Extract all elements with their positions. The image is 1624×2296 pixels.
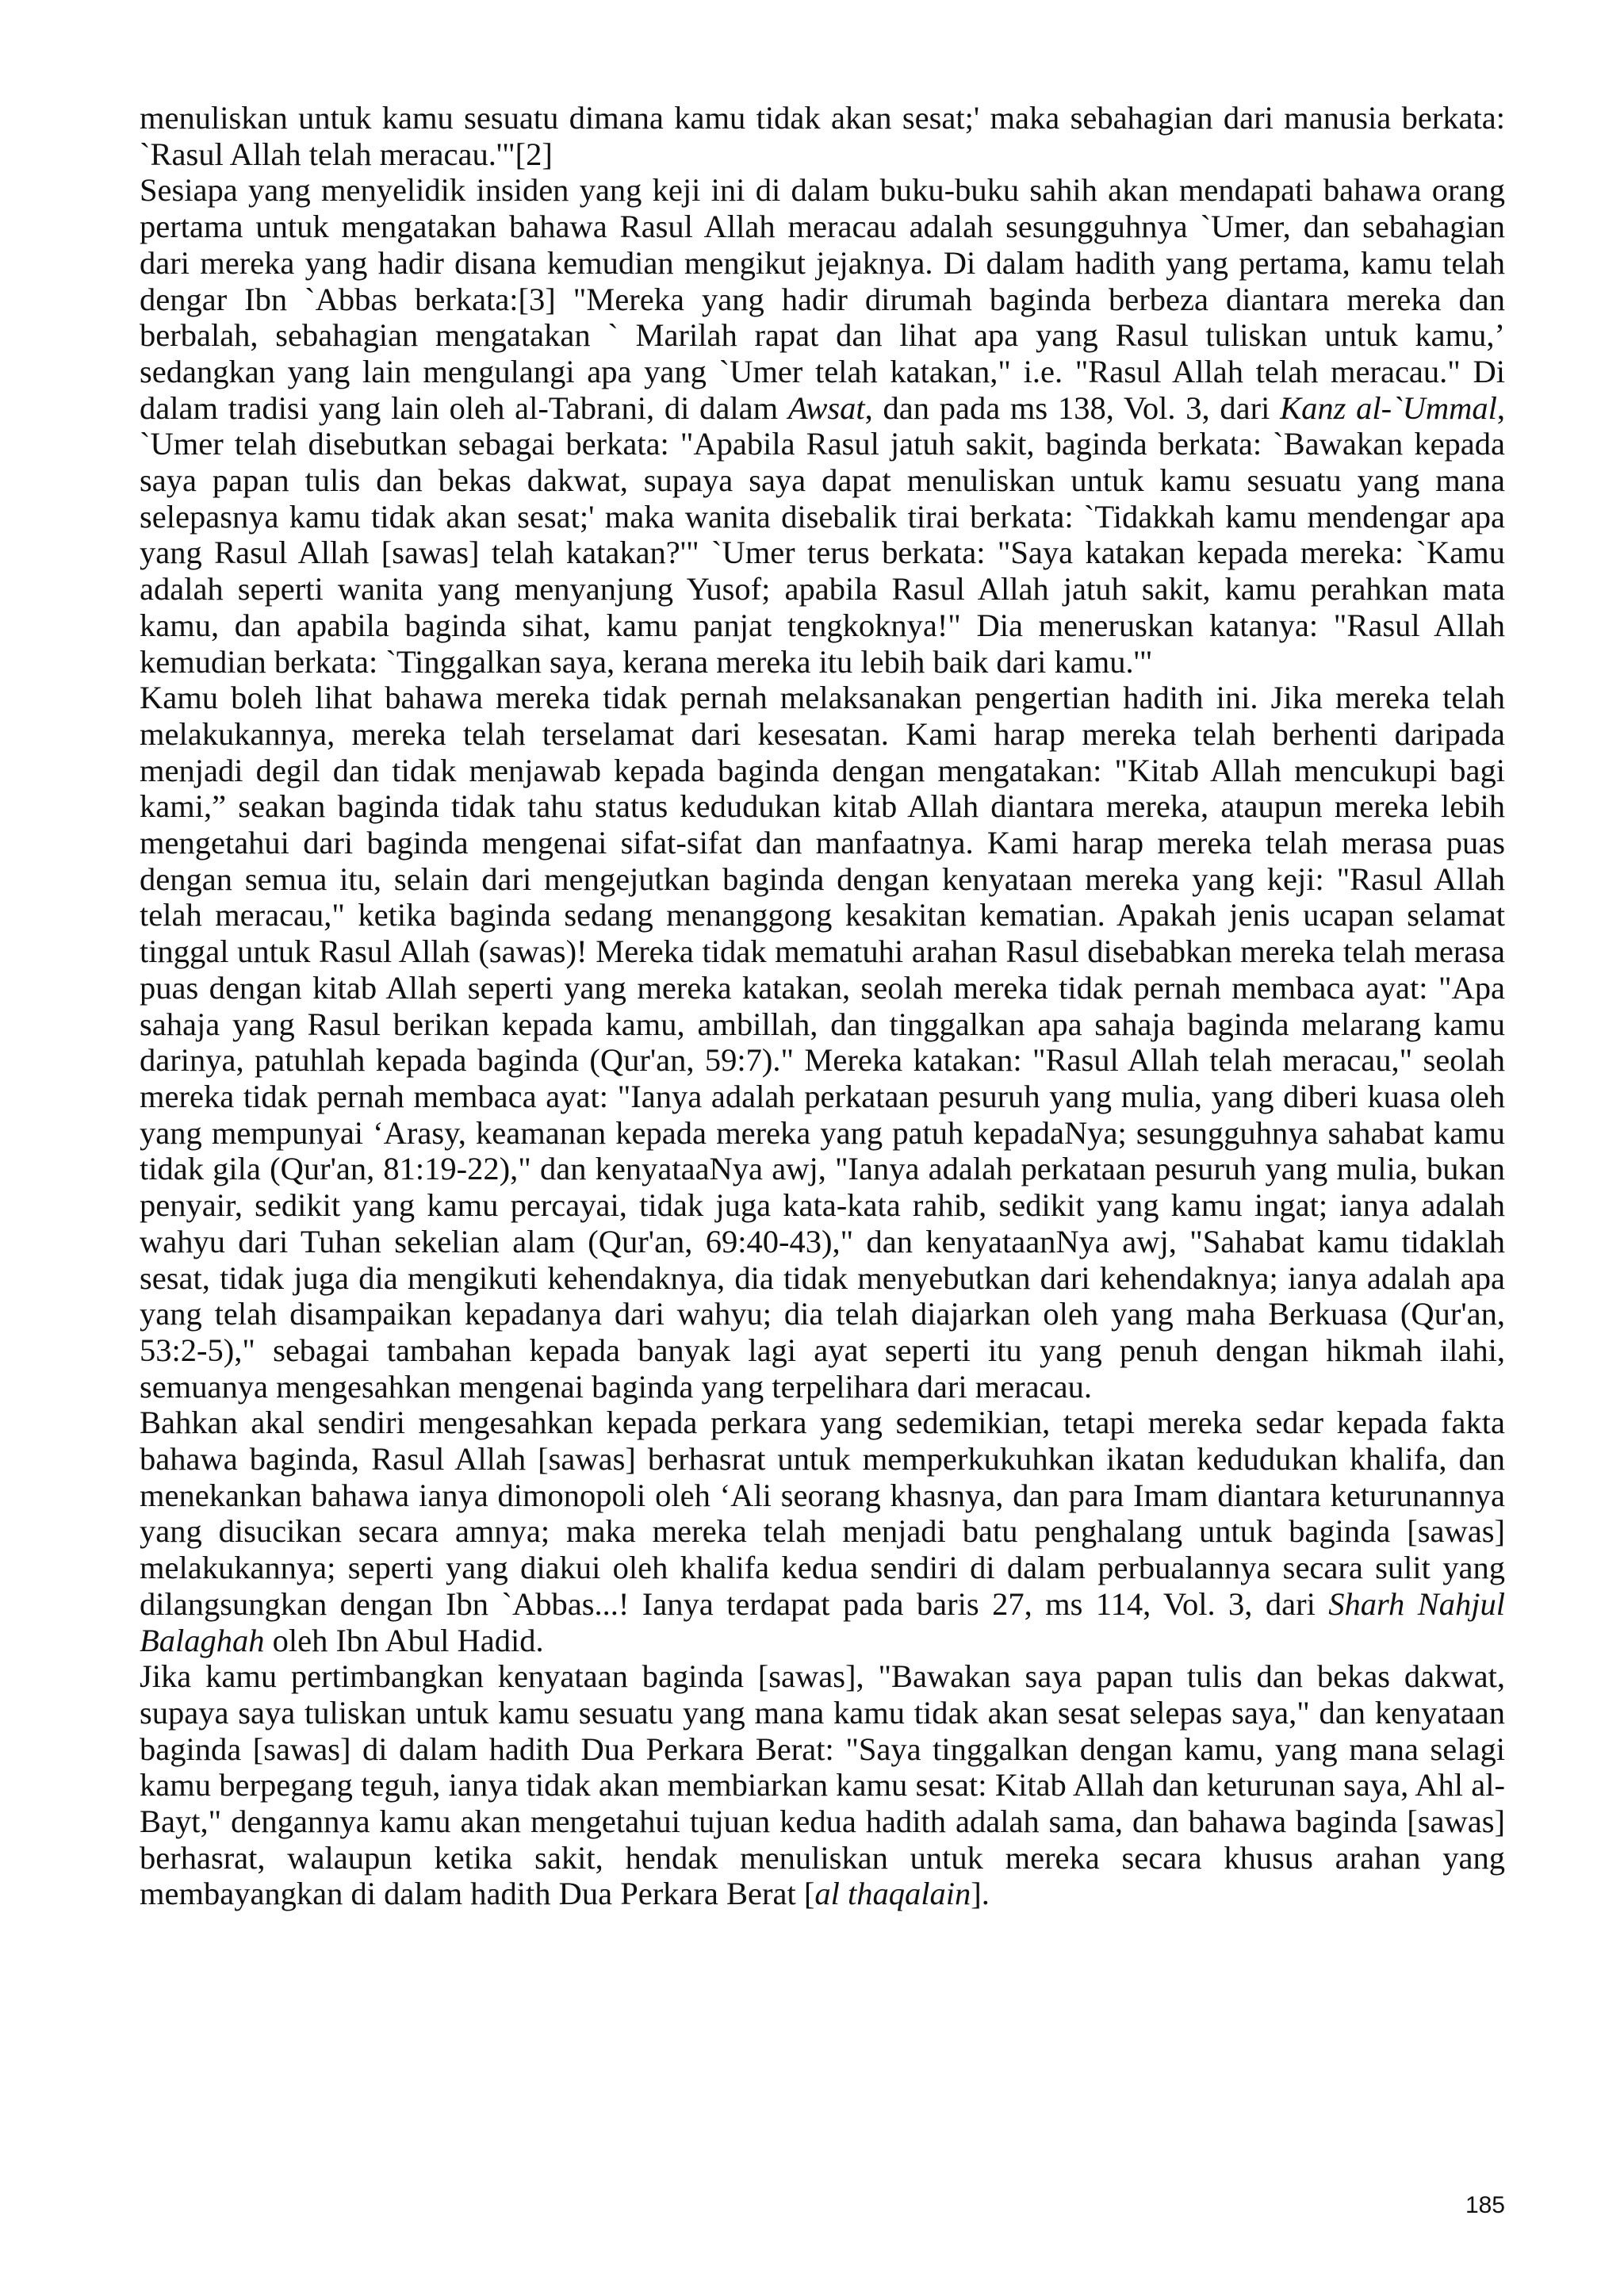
text-run: menuliskan untuk kamu sesuatu dimana kamu tidak akan sesat;' maka sebahagian dari manusia berkata: `Rasul Allah telah meracau.'"[2] — [140, 100, 1505, 172]
paragraph-3 — [140, 680, 1505, 1405]
text-run: ]. — [971, 1876, 990, 1912]
italic-title-awsat: Awsat — [787, 389, 865, 426]
text-run: Jika kamu pertimbangkan kenyataan baginda [sawas], "Bawakan saya papan tulis dan bekas dakwat, supaya saya tuliskan untuk kamu sesuatu yang mana kamu tidak akan sesat selepas saya," dan kenyataan baginda [sawas] di dalam hadith Dua Perkara Berat: "Saya tinggalkan dengan kamu, yang mana selagi kamu berpegang teguh, ianya tidak akan membiarkan kamu sesat: Kitab Allah dan keturunan saya, Ahl al-Bayt," dengannya kamu akan mengetahui tujuan kedua hadith adalah sama, dan bahawa baginda [sawas] berhasrat, walaupun ketika sakit, hendak menuliskan untuk mereka secara khusus arahan yang membayangkan di dalam hadith Dua Perkara Berat [ — [140, 1658, 1505, 1912]
page-number: 185 — [1465, 2192, 1505, 2218]
italic-title-sharh-nahjul-balaghah: Sharh Nahjul Balaghah — [140, 1585, 1506, 1658]
italic-term-al-thaqalain: al thaqalain — [814, 1876, 971, 1912]
page-body — [140, 100, 1505, 1912]
text-run: oleh Ibn Abul Hadid. — [264, 1622, 544, 1658]
paragraph-2 — [140, 172, 1505, 680]
text-run: Bahkan akal sendiri mengesahkan kepada perkara yang sedemikian, tetapi mereka sedar kepada fakta bahawa baginda, Rasul Allah [sawas] berhasrat untuk memperkukuhkan ikatan kedudukan khalifa, dan menekankan bahawa ianya dimonopoli oleh ‘Ali seorang khasnya, dan para Imam diantara keturunannya yang disucikan secara amnya; maka mereka telah menjadi batu penghalang untuk baginda [sawas] melakukannya; seperti yang diakui oleh khalifa kedua sendiri di dalam perbualannya secara sulit yang dilangsungkan dengan Ibn `Abbas...! Ianya terdapat pada baris 27, ms 114, Vol. 3, dari — [140, 1405, 1505, 1622]
italic-title-kanz-al-ummal: Kanz al-`Ummal — [1280, 389, 1497, 426]
text-run: Sesiapa yang menyelidik insiden yang keji ini di dalam buku-buku sahih akan mendapati bahawa orang pertama untuk mengatakan bahawa Rasul Allah meracau adalah sesungguhnya `Umer, dan sebahagian dari mereka yang hadir disana kemudian mengikut jejaknya. Di dalam hadith yang pertama, kamu telah dengar Ibn `Abbas berkata:[3] "Mereka yang hadir dirumah baginda berbeza diantara mereka dan berbalah, sebahagian mengatakan ` Marilah rapat dan lihat apa yang Rasul tuliskan untuk kamu,’ sedangkan yang lain mengulangi apa yang `Umer telah katakan," i.e. "Rasul Allah telah meracau." Di dalam tradisi yang lain oleh al-Tabrani, di dalam — [140, 172, 1505, 426]
paragraph-5 — [140, 1658, 1505, 1912]
text-run: , dan pada ms 138, Vol. 3, dari — [864, 389, 1281, 426]
text-run: , `Umer telah disebutkan sebagai berkata: "Apabila Rasul jatuh sakit, baginda berkata: `Bawakan kepada saya papan tulis dan bekas dakwat, supaya saya dapat menuliskan untuk kamu sesuatu yang mana selepasnya kamu tidak akan sesat;' maka wanita disebalik tirai berkata: `Tidakkah kamu mendengar apa yang Rasul Allah [sawas] telah katakan?'" `Umer terus berkata: "Saya katakan kepada mereka: `Kamu adalah seperti wanita yang menyanjung Yusof; apabila Rasul Allah jatuh sakit, kamu perahkan mata kamu, dan apabila baginda sihat, kamu panjat tengkoknya!" Dia meneruskan katanya: "Rasul Allah kemudian berkata: `Tinggalkan saya, kerana mereka itu lebih baik dari kamu.'" — [140, 389, 1506, 680]
text-run: Kamu boleh lihat bahawa mereka tidak pernah melaksanakan pengertian hadith ini. Jika mereka telah melakukannya, mereka telah terselamat dari kesesatan. Kami harap mereka telah berhenti daripada menjadi degil dan tidak menjawab kepada baginda dengan mengatakan: "Kitab Allah mencukupi bagi kami,” seakan baginda tidak tahu status kedudukan kitab Allah diantara mereka, ataupun mereka lebih mengetahui dari baginda mengenai sifat-sifat dan manfaatnya. Kami harap mereka telah merasa puas dengan semua itu, selain dari mengejutkan baginda dengan kenyataan mereka yang keji: "Rasul Allah telah meracau," ketika baginda sedang menanggong kesakitan kematian. Apakah jenis ucapan selamat tinggal untuk Rasul Allah (sawas)! Mereka tidak mematuhi arahan Rasul disebabkan mereka telah merasa puas dengan kitab Allah seperti yang mereka katakan, seolah mereka tidak pernah membaca ayat: "Apa sahaja yang Rasul berikan kepada kamu, ambillah, dan tinggalkan apa sahaja baginda melarang kamu darinya, patuhlah kepada baginda (Qur'an, 59:7)." Mereka katakan: "Rasul Allah telah meracau," seolah mereka tidak pernah membaca ayat: "Ianya adalah perkataan pesuruh yang mulia, yang diberi kuasa oleh yang mempunyai ‘Arasy, keamanan kepada mereka yang patuh kepadaNya; sesungguhnya sahabat kamu tidak gila (Qur'an, 81:19-22)," dan kenyataaNya awj, "Ianya adalah perkataan pesuruh yang mulia, bukan penyair, sedikit yang kamu percayai, tidak juga kata-kata rahib, sedikit yang kamu ingat; ianya adalah wahyu dari Tuhan sekelian alam (Qur'an, 69:40-43)," dan kenyataanNya awj, "Sahabat kamu tidaklah sesat, tidak juga dia mengikuti kehendaknya, dia tidak menyebutkan dari kehendaknya; ianya adalah apa yang telah disampaikan kepadanya dari wahyu; dia telah diajarkan oleh yang maha Berkuasa (Qur'an, 53:2-5)," sebagai tambahan kepada banyak lagi ayat seperti itu yang penuh dengan hikmah ilahi, semuanya mengesahkan mengenai baginda yang terpelihara dari meracau. — [140, 680, 1505, 1405]
paragraph-4 — [140, 1405, 1505, 1658]
paragraph-1 — [140, 100, 1505, 172]
